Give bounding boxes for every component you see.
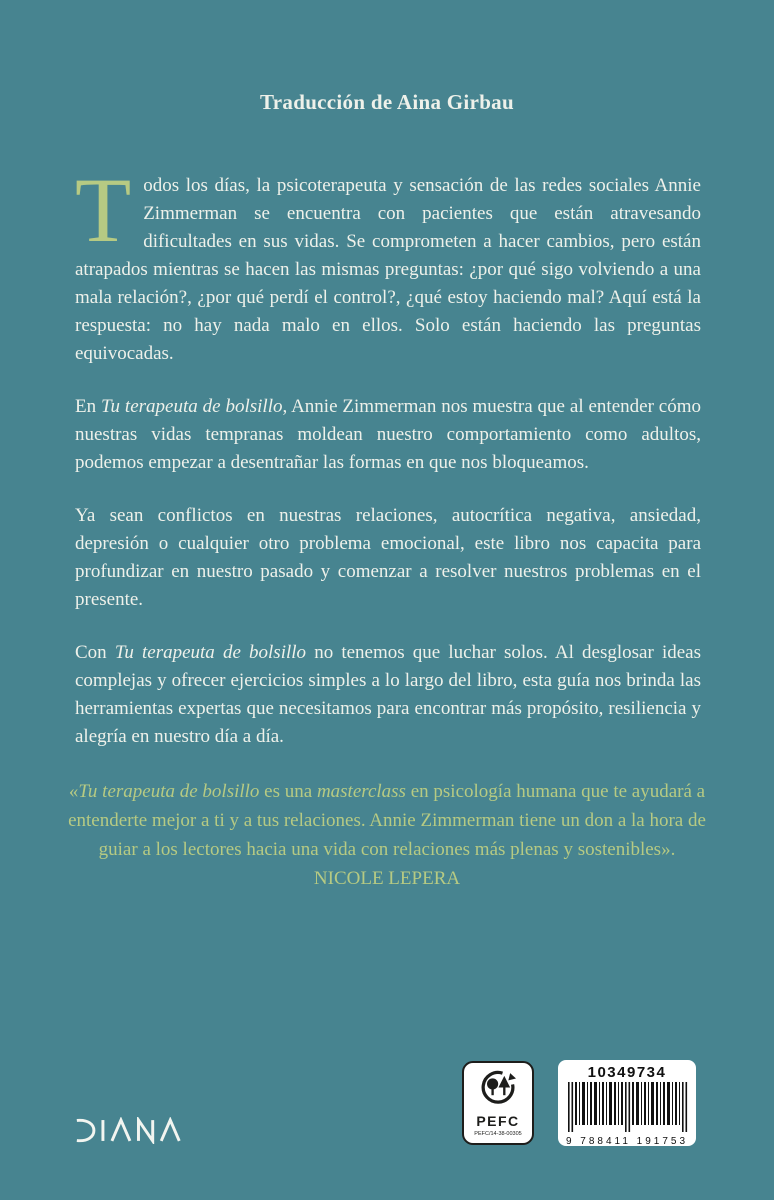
synopsis-paragraph-2 [75, 393, 701, 477]
endorsement-text: es una [259, 781, 317, 802]
synopsis-paragraph-1 [75, 159, 701, 368]
synopsis [75, 159, 702, 776]
barcode-isbn-digits: 9 788411 191753 [565, 1136, 689, 1147]
endorsement-text: « [68, 781, 79, 802]
synopsis-paragraph-3 [75, 502, 701, 614]
barcode-label [558, 1060, 696, 1146]
book-title: Tu terapeuta de bolsillo [78, 781, 260, 802]
barcode-image [566, 1082, 688, 1137]
paragraph-3-text: Ya sean conflictos en nuestras relaciones, autocrítica negativa, ansiedad, depresión o cualquier otro problema emocional, este libro nos capacita para profundizar en nuestro pasado y comenzar a resolver nuestros problemas en el presente. [75, 505, 701, 610]
paragraph-2-text: , Annie Zimmerman nos muestra que al entender cómo nuestras vidas tempranas moldean nuestro comportamiento como adultos, podemos empezar a desentrañar las formas en que nos bloqueamos. [75, 396, 702, 473]
pefc-label [462, 1061, 534, 1145]
pefc-cert-number: PEFC/14-38-00305 [474, 1130, 522, 1137]
paragraph-2-text: En [75, 396, 102, 417]
paragraph-1-text: odos los días, la psicoterapeuta y sensación de las redes sociales Annie Zimmerman se encuentra con pacientes que están atravesando dificultades en sus vidas. Se comprometen a hacer cambios, pero están atrapados mientras se hacen las mismas preguntas: ¿por qué sigo volviendo a una mala relación?, ¿por qué perdí el control?, ¿qué estoy haciendo mal? Aquí está la respuesta: no hay nada malo en ellos. Solo están haciendo las preguntas equivocadas. [75, 175, 701, 364]
paragraph-4-text: no tenemos que luchar solos. Al desglosar ideas complejas y ofrecer ejercicios simples a lo largo del libro, esta guía nos brinda las herramientas expertas que necesitamos para encontrar más propósito, resiliencia y alegría en nuestro día a día. [75, 642, 701, 747]
drop-cap: T [75, 159, 132, 261]
endorsement-masterclass: masterclass [316, 781, 406, 802]
endorsement-text: en psicología humana que te ayudará a entenderte mejor a ti y a tus relaciones. Annie Zimmerman tiene un don a la hora de guiar a los lectores hacia una vida con relaciones más plenas y sostenibles». [68, 781, 706, 860]
synopsis-paragraph-4 [75, 639, 701, 751]
paragraph-4-text: Con [75, 642, 115, 663]
barcode-top-number: 10349734 [587, 1064, 667, 1081]
endorsement-attribution: NICOLE LEPERA [313, 868, 461, 889]
diana-publisher-logo [74, 1117, 184, 1149]
endorsement-quote [67, 777, 707, 893]
pefc-wordmark: PEFC [476, 1112, 520, 1129]
book-title: Tu terapeuta de bolsillo [101, 396, 283, 417]
translator-credit: Traducción de Aina Girbau [260, 90, 514, 114]
pefc-trees-recycle-icon [480, 1070, 516, 1111]
book-title: Tu terapeuta de bolsillo [114, 642, 307, 663]
